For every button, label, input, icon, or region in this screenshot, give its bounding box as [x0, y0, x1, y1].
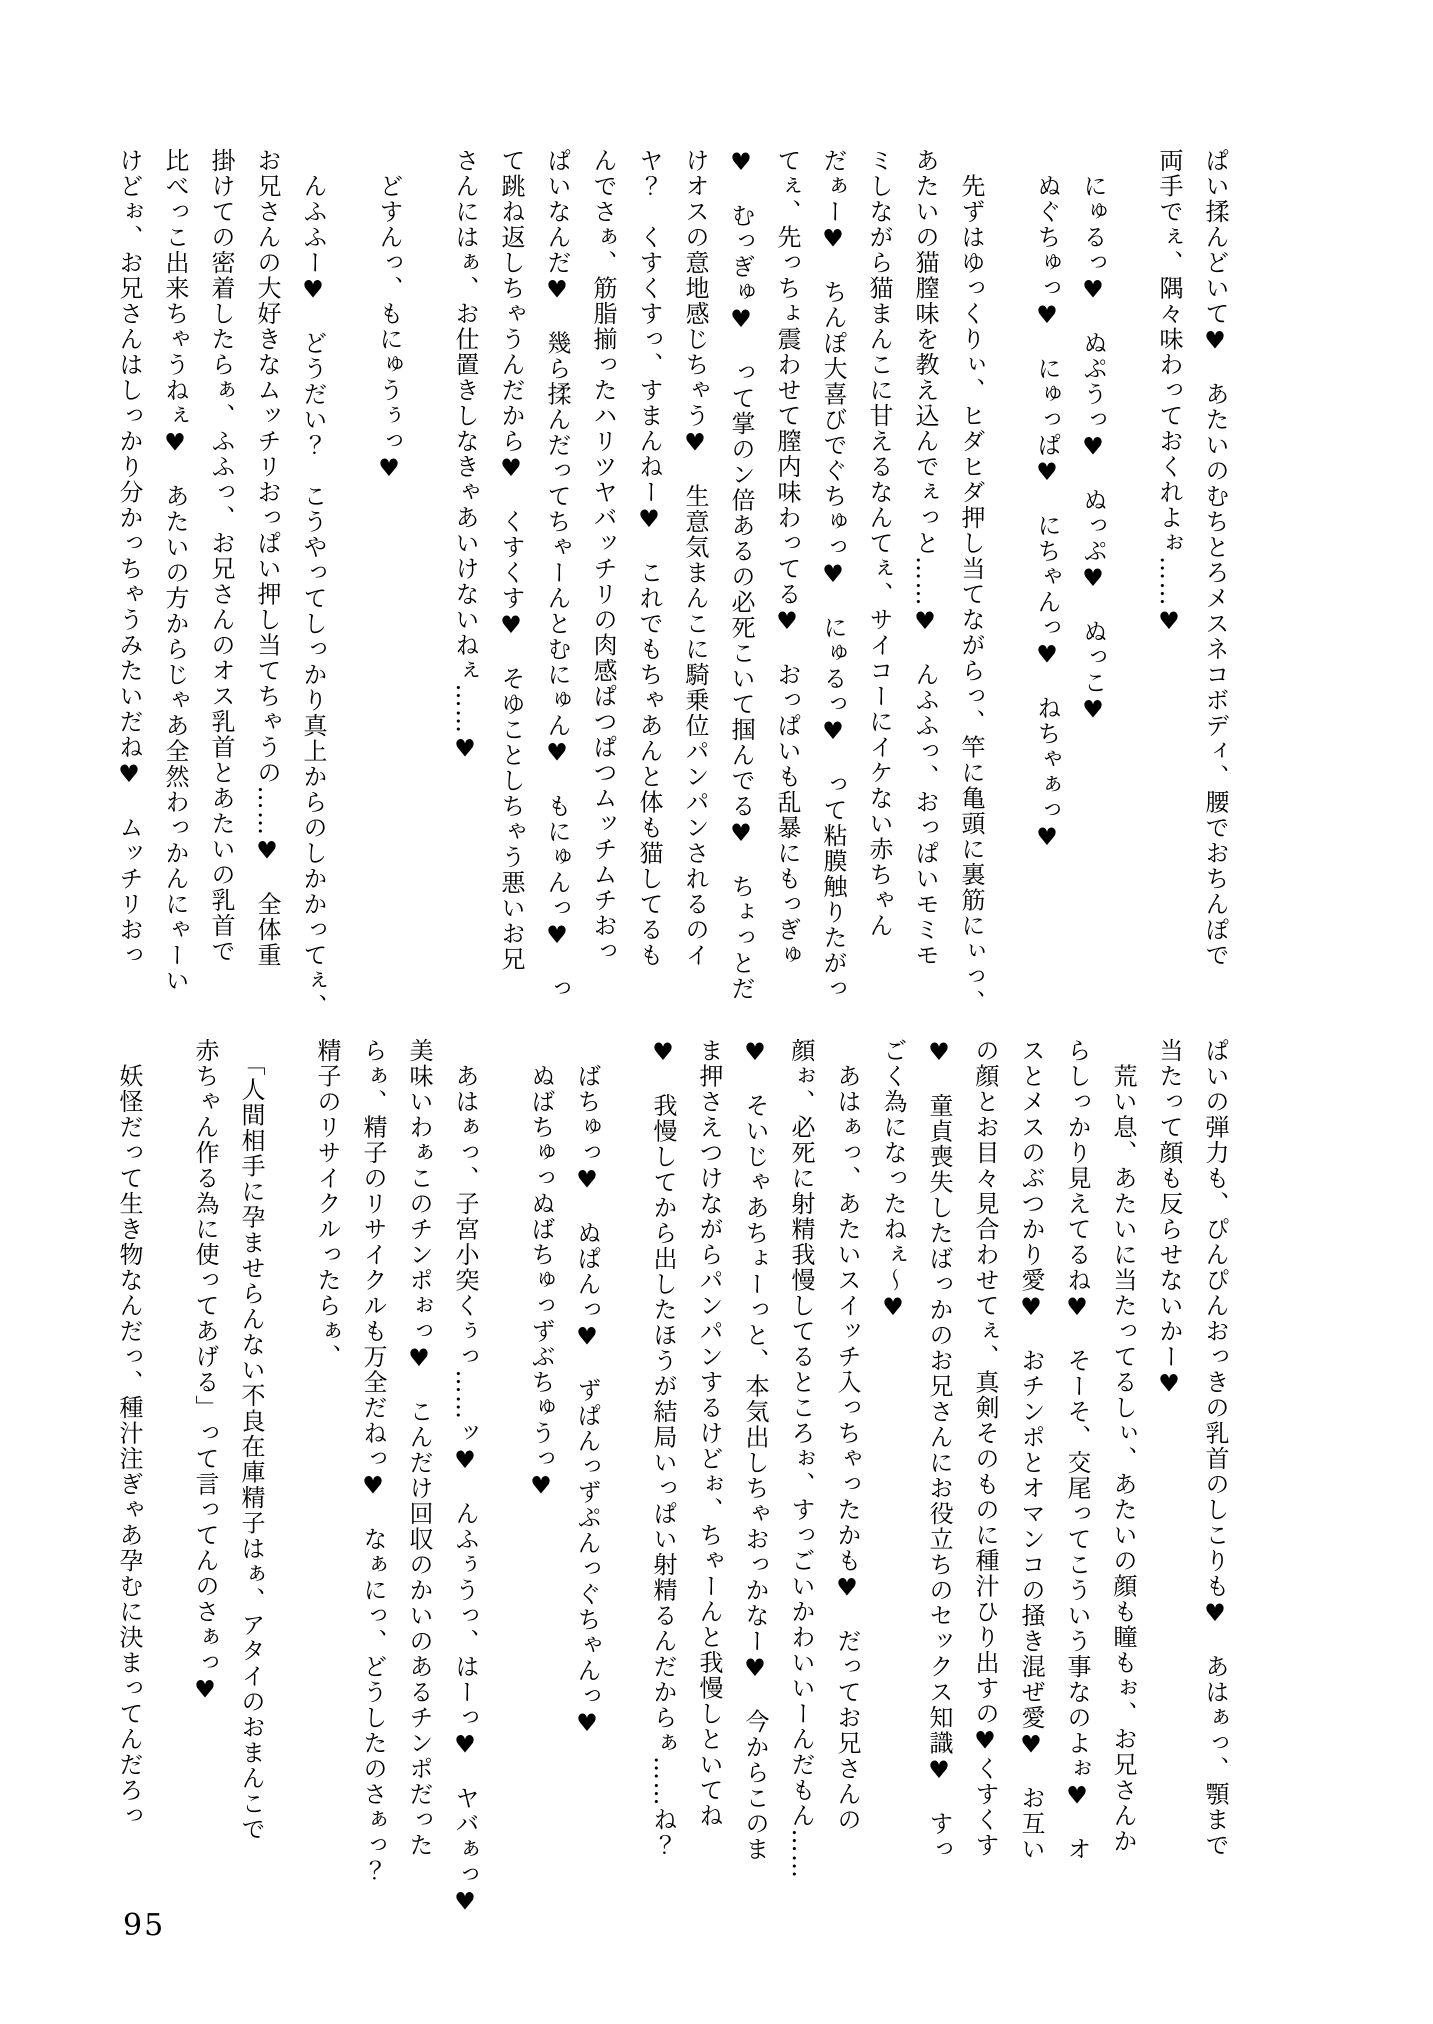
text-line: 両手でぇ、隅々味わっておくれよぉ……♥	[1155, 148, 1183, 637]
text-line: て跳ね返しちゃうんだから♥ くすくす♥ そゆことしちゃう悪いお兄	[497, 148, 525, 972]
paragraph-group	[518, 1038, 610, 1918]
text-line: にゅるっ♥ ぬぷうっ♥ ぬっぷ♥ ぬっこ♥	[1079, 148, 1107, 725]
text-line: けどぉ、お兄さんはしっかり分かっちゃうみたいだね♥ ムッチリおっ	[115, 148, 143, 968]
text-line: 先ずはゆっくりぃ、ヒダヒダ押し当てながらっ、竿に亀頭に裏筋にぃっ、	[957, 148, 985, 1015]
text-line: てぇ、先っちょ震わせて膣内味わってる♥ おっぱいも乱暴にもっぎゅ	[773, 148, 801, 968]
paragraph-group	[640, 1038, 1238, 1918]
text-line: 当たって顔も反らせないかー♥	[1155, 1038, 1183, 1399]
text-line: 美味いわぁこのチンポぉっ♥ こんだけ回収のかいのあるチンポだった	[405, 1038, 433, 1858]
text-line: ♥ むっぎゅ♥ って掌のン倍あるの必死こいて掴んでる♥ ちょっとだ	[727, 148, 755, 1002]
paragraph-group	[366, 148, 412, 1028]
paragraph-group	[106, 148, 336, 1028]
text-line: あはぁっ、子宮小突くぅっ……ッ♥ んふぅうっ、はーっ♥ ヤバぁっ♥	[451, 1038, 479, 1917]
text-line: さんにはぁ、お仕置きしなきゃあいけないねぇ……♥	[451, 148, 479, 764]
page-number: 95	[123, 1908, 166, 1943]
text-line: だぁー♥ ちんぽ大喜びでぐちゅっ♥ にゅるっ♥ って粘膜触りたがっ	[819, 148, 847, 1002]
text-line: ごく為になったねぇ～♥	[879, 1038, 907, 1323]
text-line: スとメスのぶつかり愛♥ おチンポとオマンコの掻き混ぜ愛♥ お互い	[1017, 1038, 1045, 1862]
text-line: ♥ 我慢してから出したほうが結局いっぱい射精るんだからぁ……ね？	[649, 1038, 677, 1858]
text-line: ミしながら猫まんこに甘えるなんてぇ、サイコーにイケない赤ちゃん	[865, 148, 893, 939]
paragraph-group	[1146, 148, 1238, 1028]
text-line: ♥ そいじゃあちょーっと、本気出しちゃおっかなー♥ 今からこのま	[741, 1038, 769, 1862]
text-line: ぬばちゅっぬばちゅっずぶちゅうっ♥	[527, 1038, 555, 1501]
text-line: ばちゅっ♥ ぬぱんっ♥ ずぱんっずぷんっぐちゃんっ♥	[573, 1038, 601, 1739]
text-line: ぱいの弾力も、ぴんぴんおっきの乳首のしこりも♥ あはぁっ、顎まで	[1201, 1038, 1229, 1858]
text-line: 赤ちゃん作る為に使ってあげる」って言ってんのさぁっ♥	[191, 1038, 219, 1705]
text-line: 掛けての密着したらぁ、ふふっ、お兄さんのオス乳首とあたいの乳首で	[207, 148, 235, 964]
paragraph-group	[106, 1038, 152, 1918]
top-text-block	[106, 148, 1238, 1028]
text-line: どすんっ、もにゅうぅっ♥	[375, 148, 403, 484]
paragraph-group	[182, 1038, 274, 1918]
text-line: んでさぁ、筋脂揃ったハリツヤバッチリの肉感ぱつぱつムッチムチおっ	[589, 148, 617, 964]
text-line: ヤ？ くすくすっ、すまんねー♥ これでもちゃあんと体も猫してるも	[635, 148, 663, 968]
paragraph-group	[1024, 148, 1116, 1028]
text-line: らしっかり見えてるね♥ そーそ、交尾ってこういう事なのよぉ♥ オ	[1063, 1038, 1091, 1862]
text-line: 妖怪だって生き物なんだっ、種汁注ぎゃあ孕むに決まってんだろっ	[115, 1038, 143, 1829]
paragraph-group	[442, 148, 994, 1028]
text-line: らぁ、精子のリサイクルも万全だねっ♥ なぁにっ、どうしたのさぁっ？	[359, 1038, 387, 1884]
text-line: ぱい揉んどいて♥ あたいのむちとろメスネコボディ、腰でおちんぽで	[1201, 148, 1229, 968]
text-line: あたいの猫膣味を教え込んでぇっと……♥ んふふっ、おっぱいモミモ	[911, 148, 939, 968]
text-line: 荒い息、あたいに当たってるしぃ、あたいの顔も瞳もぉ、お兄さんか	[1109, 1038, 1137, 1854]
text-line: ♥ 童貞喪失したばっかのお兄さんにお役立ちのセックス知識♥ すっ	[925, 1038, 953, 1862]
bottom-text-block	[106, 1038, 1238, 1918]
text-line: ぬぐちゅっ♥ にゅっぱ♥ にちゃんっ♥ ねちゃぁっ♥	[1033, 148, 1061, 853]
text-line: けオスの意地感じちゃう♥ 生意気まんこに騎乗位パンパンされるのイ	[681, 148, 709, 968]
text-line: 比べっこ出来ちゃうねぇ♥ あたいの方からじゃあ全然わっかんにゃーい	[161, 148, 189, 994]
text-line: 「人間相手に孕ませらんない不良在庫精子はぁ、アタイのおまんこで	[237, 1038, 265, 1842]
text-line: ま押さえつけながらパンパンするけどぉ、ちゃーんと我慢しといてね	[695, 1038, 723, 1829]
text-line: の顔とお目々見合わせてぇ、真剣そのものに種汁ひり出すの♥くすくす	[971, 1038, 999, 1858]
text-line: 顔ぉ、必死に射精我慢してるところぉ、すっごいかわいいーんだもん……	[787, 1038, 815, 1880]
text-line: あはぁっ、あたいスイッチ入っちゃったかも♥ だってお兄さんの	[833, 1038, 861, 1833]
text-line: ぱいなんだ♥ 幾ら揉んだってちゃーんとむにゅん♥ もにゅんっ♥ っ	[543, 148, 571, 1002]
text-line: 精子のリサイクルったらぁ、	[313, 1038, 341, 1370]
paragraph-group	[304, 1038, 488, 1918]
text-line: お兄さんの大好きなムッチリおっぱい押し当てちゃうの……♥ 全体重	[253, 148, 281, 968]
text-line: んふふー♥ どうだい？ こうやってしっかり真上からのしかかってぇ、	[299, 148, 327, 1019]
